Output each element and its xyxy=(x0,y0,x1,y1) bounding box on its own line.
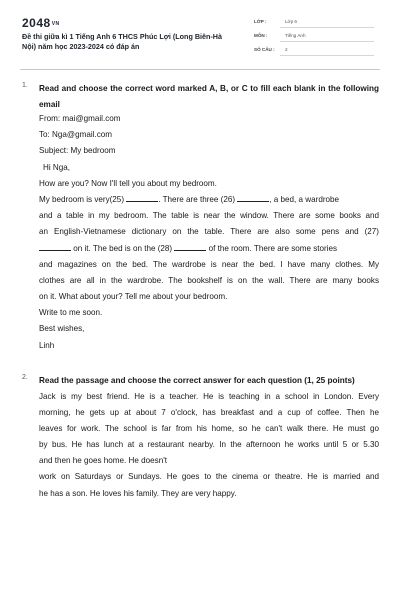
text-fragment: on it. The bed is on the (28) xyxy=(73,243,173,253)
text-line: an English-Vietnamese dictionary on the table. There are also some pens and (27) xyxy=(39,227,379,237)
meta-count-label: SỐ CÂU : xyxy=(254,47,275,52)
text-line: and a table in my bedroom. The table is near the window. There are some books and xyxy=(39,211,379,221)
text-fragment: of the room. There are some stories xyxy=(208,243,338,253)
meta-class-label: LỚP : xyxy=(254,19,267,24)
document-title: Đề thi giữa kì 1 Tiếng Anh 6 THCS Phúc Lợi (Long Biên-Hà Nội) năm học 2023-2024 có đáp án xyxy=(22,32,222,51)
text-fragment: , a bed, a wardrobe xyxy=(269,194,340,204)
text-line: morning, he gets up at about 7 o'clock, has breakfast and a cup of coffee. Then he xyxy=(39,407,379,417)
document-header xyxy=(0,0,400,70)
text-line: and then he goes home. He doesn't xyxy=(39,456,167,466)
answer-blank-26 xyxy=(237,195,269,202)
meta-divider xyxy=(280,27,374,28)
text-line: How are you? Now I'll tell you about my bedroom. xyxy=(39,178,217,188)
email-to: To: Nga@gmail.com xyxy=(39,130,112,140)
text-line xyxy=(39,241,379,257)
text-line: clothes are all in the wardrobe. The bookshelf is on the wall. There are many books xyxy=(39,275,379,285)
meta-class-row xyxy=(254,19,374,24)
text-line: and magazines on the bed. The wardrobe is near the bed. I have many clothes. My xyxy=(39,259,379,269)
text-line: leaves for work. The school is far from his home, so he can't walk there. He must go xyxy=(39,423,379,433)
question-number: 1. xyxy=(22,82,28,89)
meta-subject-label: MÔN : xyxy=(254,33,268,38)
text-line: he has a son. He loves his family. They are very happy. xyxy=(39,488,237,498)
text-fragment: . There are three (26) xyxy=(158,194,236,204)
email-sign-off: Best wishes, xyxy=(39,324,85,334)
meta-class-value: Lớp 6 xyxy=(285,19,297,24)
meta-divider xyxy=(280,41,374,42)
question-body xyxy=(39,389,379,502)
text-line: Jack is my best friend. He is a teacher. He is teaching in a school in London. Every xyxy=(39,391,379,401)
meta-count-value: 2 xyxy=(285,47,288,52)
text-fragment: My bedroom is very(25) xyxy=(39,194,125,204)
meta-subject-value: Tiếng Anh xyxy=(285,33,306,38)
email-from: From: mai@gmail.com xyxy=(39,114,121,123)
header-divider xyxy=(20,69,380,70)
question-title: Read the passage and choose the correct answer for each question (1, 25 points) xyxy=(39,376,355,385)
email-signature: Linh xyxy=(39,340,55,350)
logo-text: 2048 xyxy=(22,16,51,30)
text-line xyxy=(39,192,379,208)
question-body xyxy=(39,111,379,354)
site-logo[interactable] xyxy=(22,16,60,30)
meta-subject-row xyxy=(254,33,374,38)
answer-blank-25 xyxy=(126,195,158,202)
answer-blank-28 xyxy=(174,244,206,251)
question-number: 2. xyxy=(22,374,28,381)
email-subject: Subject: My bedroom xyxy=(39,146,116,156)
meta-divider xyxy=(280,55,374,56)
meta-count-row xyxy=(254,47,374,52)
question-title: Read and choose the correct word marked A, B, or C to fill each blank in the following email xyxy=(39,84,379,109)
answer-blank-27 xyxy=(39,244,71,251)
text-line: on it. What about your? Tell me about your bedroom. xyxy=(39,292,228,302)
email-greeting: Hi Nga, xyxy=(43,162,70,172)
text-line: work on Saturdays or Sundays. He goes to the cinema or theatre. He is married and xyxy=(39,472,379,482)
text-line: by bus. He has lunch at a restaurant nearby. In the afternoon he works until 5 or 5.30 xyxy=(39,440,379,450)
email-closing-line: Write to me soon. xyxy=(39,308,103,318)
logo-suffix: VN xyxy=(51,20,60,27)
